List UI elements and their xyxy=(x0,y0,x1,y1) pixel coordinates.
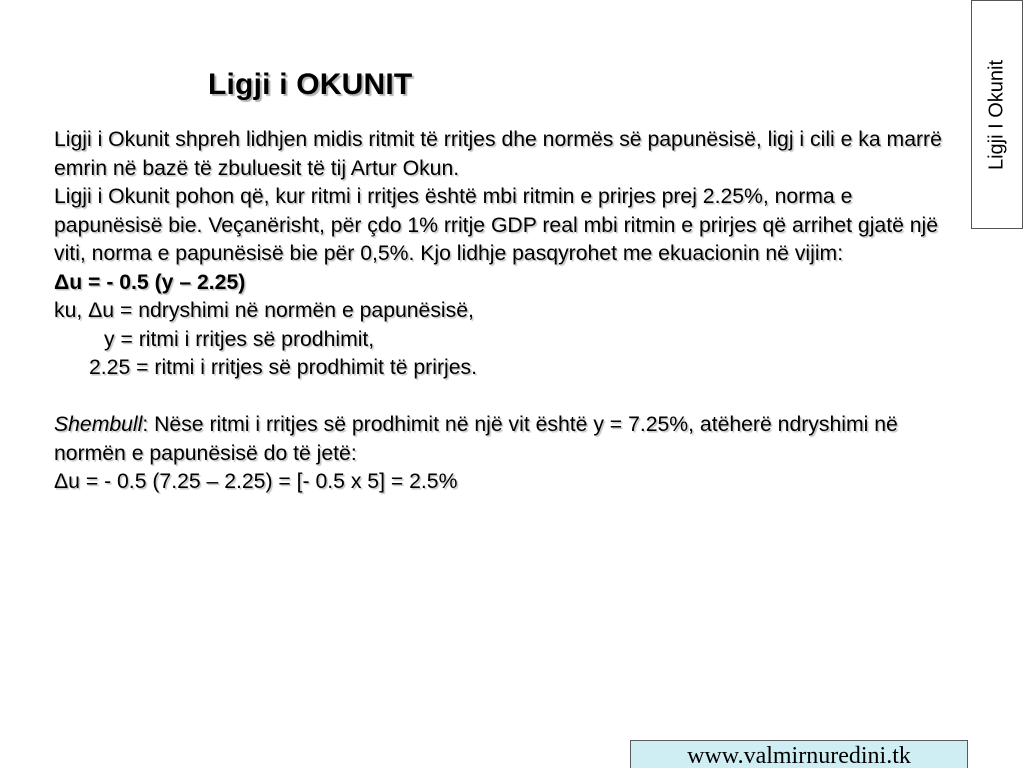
example-calculation: Δu = - 0.5 (7.25 – 2.25) = [- 0.5 x 5] = 2.5% xyxy=(54,470,458,493)
slide-body xyxy=(54,126,966,497)
example-text: : Nëse ritmi i rritjes së prodhimit në një vit është y = 7.25%, atëherë ndryshimi në normën e papunësisë do të jetë: xyxy=(54,413,898,465)
equation: Δu = - 0.5 (y – 2.25) xyxy=(54,270,246,294)
intro-paragraph: Ligji i Okunit shpreh lidhjen midis ritmit të rritjes dhe normës së papunësisë, ligj i cili e ka marrë emrin në bazë të zbuluesit të tij Artur Okun. xyxy=(54,128,942,180)
example-paragraph xyxy=(54,411,966,468)
footer-url: www.valmirnuredini.tk xyxy=(630,740,968,768)
side-label-text: Ligji I Okunit xyxy=(985,59,1008,170)
spacer xyxy=(54,383,966,412)
definition-trend: 2.25 = ritmi i rritjes së prodhimit të prirjes. xyxy=(89,356,477,379)
definition-y: y = ritmi i rritjes së prodhimit, xyxy=(104,327,375,351)
side-label-box xyxy=(971,0,1023,229)
example-label: Shembull xyxy=(54,413,143,436)
definition-delta-u: ku, Δu = ndryshimi në normën e papunësisë, xyxy=(54,299,474,322)
slide-title: Ligji i OKUNIT xyxy=(208,68,413,101)
law-paragraph: Ligji i Okunit pohon që, kur ritmi i rritjes është mbi ritmin e prirjes prej 2.25%, norma e papunësisë bie. Veçanërisht, për çdo 1% rritje GDP real mbi ritmin e prirjes që arrihet gjatë një viti, norma e papunësisë bie për 0,5%. Kjo lidhje pasqyrohet me ekuacionin në vijim: xyxy=(54,185,939,265)
